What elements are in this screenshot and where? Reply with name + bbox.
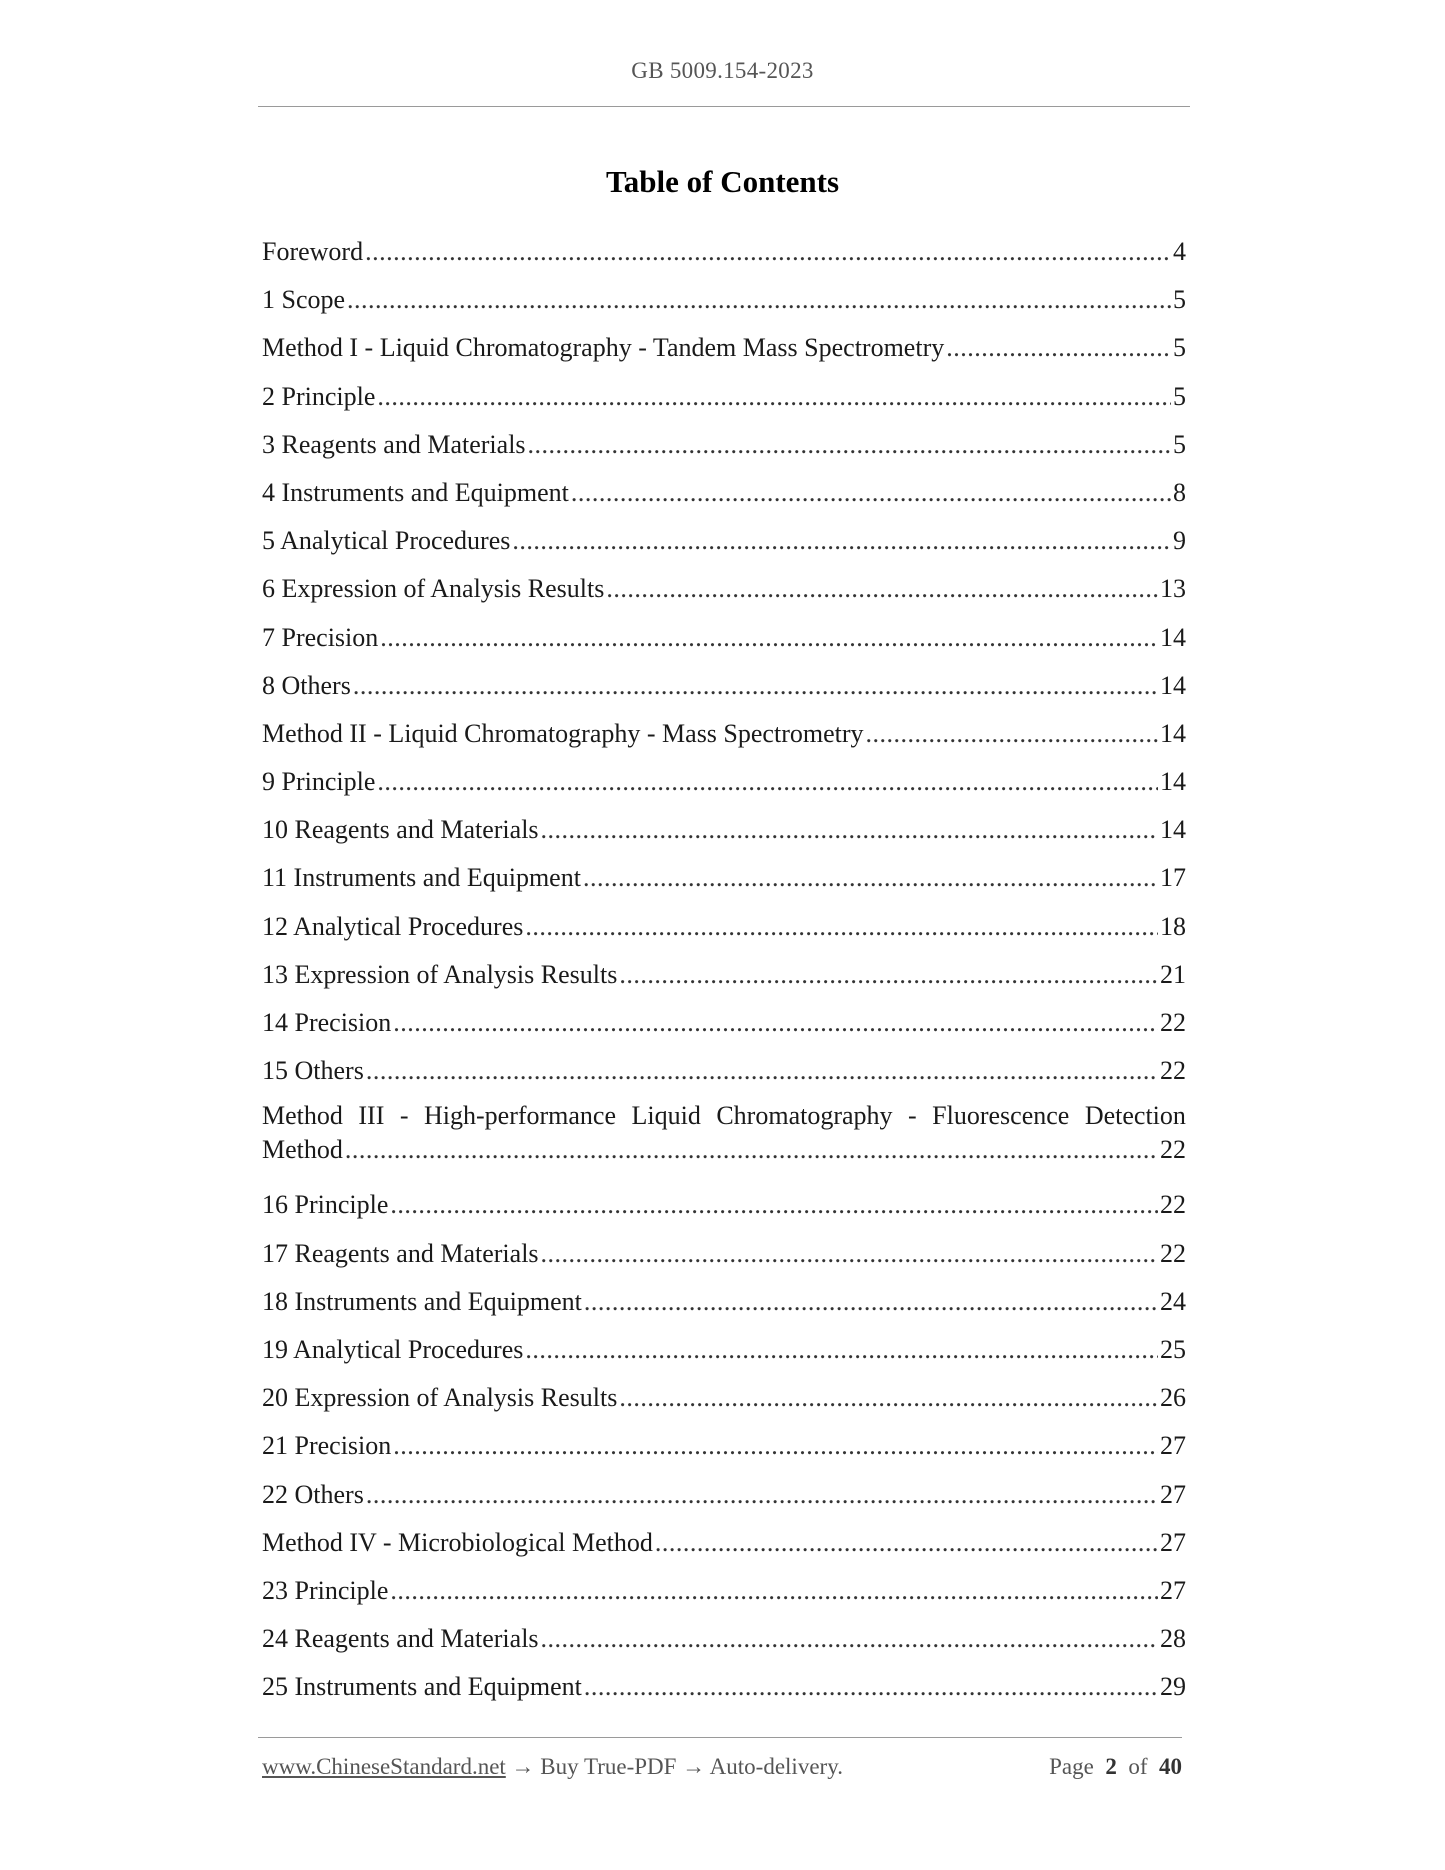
toc-entry-page: 5 <box>1173 333 1186 363</box>
toc-entry-page: 13 <box>1160 574 1186 604</box>
toc-entry-label: 15 Others <box>262 1056 364 1086</box>
toc-entry[interactable] <box>262 1374 1186 1422</box>
toc-entry-label: 25 Instruments and Equipment <box>262 1672 582 1702</box>
toc-entry-label: 6 Expression of Analysis Results <box>262 574 605 604</box>
toc-entry-page: 22 <box>1160 1008 1186 1037</box>
toc-entry-word: - <box>908 1101 917 1131</box>
toc-entry-word: Method <box>262 1101 343 1131</box>
toc-entry[interactable] <box>262 1230 1186 1278</box>
toc-entry-page: 14 <box>1160 718 1186 748</box>
dot-leader <box>380 614 1158 662</box>
dot-leader <box>584 1278 1158 1326</box>
toc-entry-label-line2: Method <box>262 1135 343 1165</box>
toc-entry-label: 23 Principle <box>262 1575 389 1605</box>
dot-leader <box>583 854 1158 902</box>
toc-entry[interactable] <box>262 999 1186 1047</box>
toc-entry-page: 25 <box>1160 1334 1186 1364</box>
toc-entry-page: 24 <box>1160 1286 1186 1316</box>
toc-entry-label: 12 Analytical Procedures <box>262 911 524 941</box>
website-link[interactable]: www.ChineseStandard.net <box>262 1754 506 1779</box>
dot-leader <box>377 758 1158 806</box>
toc-entry[interactable] <box>262 421 1186 469</box>
dot-leader <box>393 1422 1158 1470</box>
toc-entry-page: 27 <box>1160 1431 1186 1461</box>
toc-entry[interactable] <box>262 228 1186 276</box>
dot-leader <box>525 1326 1158 1374</box>
toc-entry[interactable] <box>262 903 1186 951</box>
toc-entry-label: 14 Precision <box>262 1008 392 1037</box>
toc-entry-page: 22 <box>1160 1056 1186 1086</box>
toc-entry-word: III <box>358 1101 385 1131</box>
of-word: of <box>1128 1754 1148 1779</box>
dot-leader <box>528 421 1171 469</box>
toc-entry-page: 21 <box>1160 959 1186 989</box>
toc-entry[interactable] <box>262 324 1186 372</box>
toc-entry-page: 22 <box>1160 1190 1186 1220</box>
page-indicator <box>1049 1754 1182 1780</box>
toc-entry-label: 5 Analytical Procedures <box>262 526 511 556</box>
page-header: GB 5009.154-2023 <box>631 58 814 83</box>
toc-entry-label: 3 Reagents and Materials <box>262 429 526 459</box>
toc-entry-label: 11 Instruments and Equipment <box>262 863 581 893</box>
toc-entry[interactable] <box>262 1422 1186 1470</box>
toc-entry-page: 22 <box>1160 1238 1186 1268</box>
toc-entry[interactable] <box>262 1471 1186 1519</box>
toc-entry-page: 27 <box>1160 1527 1186 1557</box>
dot-leader <box>345 1133 1158 1167</box>
dot-leader <box>390 1567 1158 1615</box>
dot-leader <box>366 1047 1158 1095</box>
dot-leader <box>512 517 1171 565</box>
dot-leader <box>541 806 1158 854</box>
dot-leader <box>606 565 1158 613</box>
toc-entry-label: 16 Principle <box>262 1190 389 1220</box>
toc-entry-label: 8 Others <box>262 670 351 700</box>
toc-entry[interactable] <box>262 373 1186 421</box>
toc-entry[interactable] <box>262 1047 1186 1095</box>
toc-entry-page: 28 <box>1160 1624 1186 1654</box>
dot-leader <box>571 469 1171 517</box>
toc-entry-page: 8 <box>1173 477 1186 507</box>
dot-leader <box>584 1663 1158 1711</box>
toc-entry-label: 20 Expression of Analysis Results <box>262 1383 618 1413</box>
toc-entry-word: Fluorescence <box>932 1101 1070 1131</box>
toc-entry-label: 10 Reagents and Materials <box>262 815 539 845</box>
toc-entry-page: 27 <box>1160 1575 1186 1605</box>
dot-leader <box>525 903 1158 951</box>
toc-entry-page: 14 <box>1160 622 1186 652</box>
toc-entry-page: 5 <box>1173 381 1186 411</box>
toc-entry-label: 21 Precision <box>262 1431 392 1461</box>
toc-entry[interactable] <box>262 1519 1186 1567</box>
footer-left <box>262 1754 843 1780</box>
toc-entry[interactable] <box>262 1567 1186 1615</box>
toc-entry-label: Method IV - Microbiological Method <box>262 1527 653 1557</box>
toc-entry[interactable] <box>262 1181 1186 1229</box>
toc-entry[interactable] <box>262 469 1186 517</box>
toc-entry-label: Foreword <box>262 237 364 266</box>
dot-leader <box>655 1519 1158 1567</box>
dot-leader <box>366 1471 1158 1519</box>
toc-entry-label: Method I - Liquid Chromatography - Tandem Mass Spectrometry <box>262 333 945 363</box>
page-number: 2 <box>1105 1754 1117 1779</box>
toc-entry-page: 17 <box>1160 863 1186 893</box>
dot-leader <box>390 1181 1158 1229</box>
toc-entry-page: 9 <box>1173 526 1186 556</box>
toc-entry-page: 27 <box>1160 1479 1186 1509</box>
toc-entry-label: 1 Scope <box>262 285 346 315</box>
toc-entry-word: Chromatography <box>716 1101 893 1131</box>
page-total: 40 <box>1159 1754 1182 1779</box>
toc-entry[interactable] <box>262 1326 1186 1374</box>
toc-entry-word: Detection <box>1084 1101 1186 1131</box>
page-word: Page <box>1049 1754 1094 1779</box>
toc-entry-page: 14 <box>1160 767 1186 797</box>
header-divider <box>258 106 1190 107</box>
dot-leader <box>541 1230 1158 1278</box>
toc-entry-page: 29 <box>1160 1672 1186 1702</box>
dot-leader <box>946 324 1171 372</box>
toc-entry-label: 17 Reagents and Materials <box>262 1238 539 1268</box>
toc-entry-label: 4 Instruments and Equipment <box>262 477 569 507</box>
toc-entry[interactable] <box>262 517 1186 565</box>
dot-leader <box>365 228 1171 276</box>
toc-entry-label: 19 Analytical Procedures <box>262 1334 524 1364</box>
toc-entry-label: Method II - Liquid Chromatography - Mass Spectrometry <box>262 718 864 748</box>
toc-entry[interactable] <box>262 806 1186 854</box>
dot-leader <box>619 1374 1158 1422</box>
toc-entry[interactable] <box>262 276 1186 324</box>
toc-entry-page: 26 <box>1160 1383 1186 1413</box>
toc-entry[interactable] <box>262 1663 1186 1711</box>
toc-entry[interactable] <box>262 662 1186 710</box>
toc-entry[interactable] <box>262 1099 1186 1181</box>
page-footer <box>262 1754 1182 1780</box>
dot-leader <box>541 1615 1158 1663</box>
table-of-contents <box>262 228 1186 1711</box>
toc-entry-label-line1 <box>262 1099 1186 1133</box>
footer-divider <box>258 1737 1182 1738</box>
toc-entry-word: Liquid <box>631 1101 701 1131</box>
toc-entry-label: 9 Principle <box>262 767 376 797</box>
toc-entry-word: - <box>399 1101 409 1131</box>
arrow-right-icon: → <box>511 1754 535 1779</box>
toc-entry[interactable] <box>262 710 1186 758</box>
toc-entry[interactable] <box>262 951 1186 999</box>
toc-entry-label: 7 Precision <box>262 622 379 652</box>
toc-entry-page: 18 <box>1160 911 1186 941</box>
buy-text: Buy True-PDF <box>540 1754 677 1779</box>
toc-entry-page: 22 <box>1160 1135 1186 1165</box>
toc-entry-label: 2 Principle <box>262 381 376 411</box>
dot-leader <box>619 951 1158 999</box>
toc-entry-label: 22 Others <box>262 1479 364 1509</box>
dot-leader <box>353 662 1158 710</box>
dot-leader <box>377 373 1171 421</box>
toc-entry-page: 4 <box>1173 237 1186 266</box>
toc-entry[interactable] <box>262 565 1186 613</box>
toc-entry-label: 18 Instruments and Equipment <box>262 1286 582 1316</box>
toc-entry[interactable] <box>262 758 1186 806</box>
toc-entry-label: 24 Reagents and Materials <box>262 1624 539 1654</box>
dot-leader <box>347 276 1171 324</box>
toc-entry-page: 5 <box>1173 429 1186 459</box>
toc-entry[interactable] <box>262 614 1186 662</box>
arrow-right-icon: → <box>682 1754 706 1779</box>
toc-entry-page: 14 <box>1160 670 1186 700</box>
toc-entry-page: 5 <box>1173 285 1186 315</box>
toc-entry[interactable] <box>262 1278 1186 1326</box>
toc-entry-label: 13 Expression of Analysis Results <box>262 959 618 989</box>
delivery-text: Auto-delivery. <box>709 1754 843 1779</box>
page-title: Table of Contents <box>605 164 840 199</box>
dot-leader <box>393 999 1158 1047</box>
toc-entry-page: 14 <box>1160 815 1186 845</box>
toc-entry[interactable] <box>262 1615 1186 1663</box>
toc-entry[interactable] <box>262 854 1186 902</box>
dot-leader <box>866 710 1159 758</box>
toc-entry-word: High-performance <box>424 1101 617 1131</box>
